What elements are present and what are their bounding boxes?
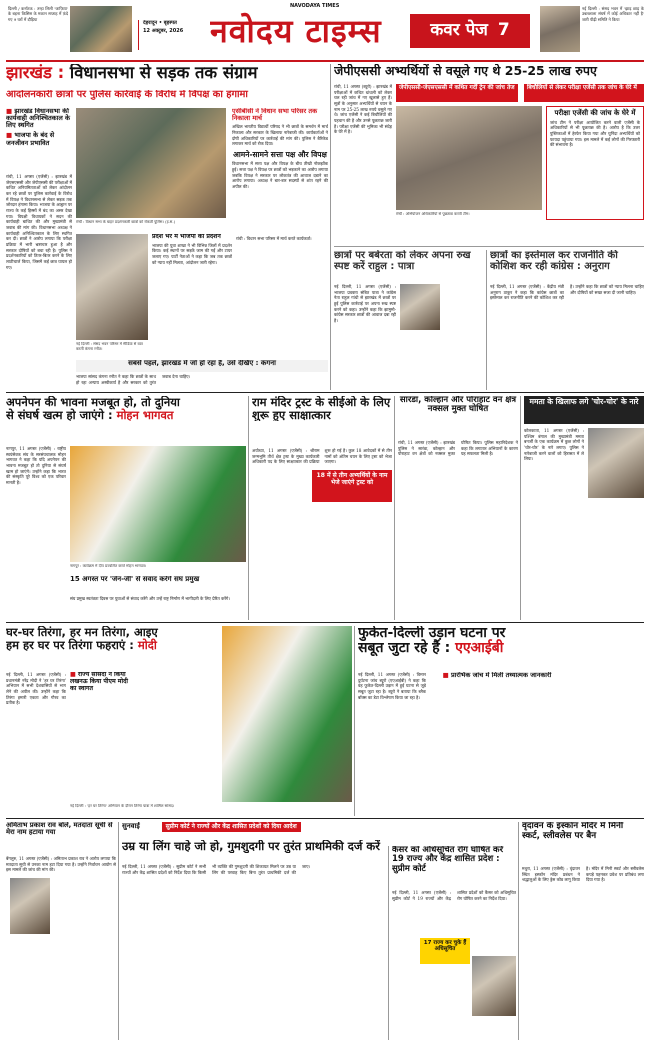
story-cancer — [392, 846, 516, 1040]
story-bhagwat-sub-body: संघ प्रमुख स्वतंत्रता दिवस पर युवाओं से संवाद करेंगे और उन्हें राष्ट्र निर्माण में भागीदारी के लिए प्रेरित करेंगे। — [70, 596, 230, 601]
story-jharkhand-bullets — [6, 108, 72, 168]
story-jpsc-box-body: जांच टीम ने परीक्षा आयोजित करने वाली एजेंसी के अधिकारियों से भी पूछताछ की है। आरोप है कि उत्तर पुस्तिकाओं में हेरफेर किया गया और चुनिंदा अभ्यर्थियों को फायदा पहुंचाया गया। इस मामले में कई लोगों की गिरफ्तारी की संभावना है। — [550, 119, 640, 148]
story-jharkhand-headline — [6, 64, 328, 86]
story-sc-missing-body: नई दिल्ली, 11 अगस्त (एजेंसी) : सुप्रीम कोर्ट ने सभी राज्यों और केंद्र शासित प्रदेशों को निर्देश दिया कि किसी भी व्यक्ति की गुमशुदगी की शिकायत मिलने पर उम्र या लिंग की परवाह किए बिना तुरंत प्राथमिकी दर्ज की जाए। — [122, 864, 311, 875]
story-bhagwat-photo — [70, 446, 246, 562]
story-bhagwat-body: नागपुर, 11 अगस्त (एजेंसी) : राष्ट्रीय स्वयंसेवक संघ के सरसंघचालक मोहन भागवत ने कहा कि यदि अपनेपन की भावना मजबूत हो तो दुनिया से संघर्ष खत्म हो जाएंगे। उन्होंने कहा कि भारत की संस्कृति पूरे विश्व को एक परिवार मानती है। — [6, 446, 66, 486]
story-jharkhand-sidebar-body: अखिल भारतीय विद्यार्थी परिषद ने भी छात्रों के समर्थन में मार्च निकाला और सरकार के खिलाफ नारेबाजी की। कार्यकर्ताओं ने दोषी अधिकारियों पर कार्रवाई की मांग की। पुलिस ने बैरिकेड लगाकर मार्च को रोक दिया। — [232, 124, 328, 147]
masthead-title: नवोदय टाइम्स — [210, 12, 382, 50]
tiranga-headline-b-text: हम हर घर पर तिरंगा फहराएं : — [6, 637, 134, 652]
story-jpsc-photo-caption: रांची : अभियोजन अधिकारियों से पूछताछ करती टीम। — [396, 212, 470, 216]
story-mamata-body2 — [524, 512, 644, 620]
masthead-left-thumb — [8, 6, 68, 52]
story-jharkhand-photo2 — [76, 234, 148, 340]
masthead-right-photo — [540, 6, 580, 52]
story-bhagwat-headline — [6, 396, 246, 438]
story-saranda-headline: सारंडा, कोल्हान और पोराहाट वन क्षेत्र नक्सल मुक्त घोषित — [399, 396, 517, 415]
story-jharkhand-kangana-caption: नई दिल्ली : संसद भवन परिसर में मीडिया से बात करतीं कंगना रनौत। — [76, 342, 143, 351]
story-patra — [334, 250, 484, 390]
masthead-right-blurb: नई दिल्ली : संसद भवन में 'झाड़ छाड़ के उन्नतशाला संघर्ष में कोई अधिकार नहीं है' जारी पीढ़ी समिति ने किया — [582, 6, 644, 22]
story-jharkhand-kangana-body: भाजपा सांसद कंगना रनौत ने कहा कि छात्रों के साथ हो रहा अन्याय अस्वीकार्य है और सरकार को तुरंत जवाब देना चाहिए। — [76, 374, 191, 385]
story-iskcon — [522, 822, 644, 1040]
story-bhagwat-headline-b — [6, 409, 246, 422]
story-mamata-photo — [588, 428, 644, 498]
story-cancer-body: नई दिल्ली, 11 अगस्त (एजेंसी) : सुप्रीम कोर्ट ने 19 राज्यों और केंद्र शासित प्रदेशों को कैंसर को अधिसूचित रोग घोषित करने का निर्देश दिया। — [392, 890, 516, 901]
story-tiranga-headline — [6, 626, 206, 666]
story-mamata-body: कोलकाता, 11 अगस्त (एजेंसी) : पश्चिम बंगाल की मुख्यमंत्री ममता बनर्जी के एक कार्यक्रम में कुछ लोगों ने 'चोर-चोर' के नारे लगाए। पुलिस ने नारेबाजी करने वालों को हिरासत में ले लिया। — [524, 428, 584, 462]
masthead-date-line: 12 अक्टूबर, 2026 — [143, 28, 184, 35]
story-patra-photo — [400, 284, 440, 330]
story-ram-mandir-box — [312, 470, 392, 502]
story-sc-missing-kicker-row — [122, 822, 386, 836]
story-bhagwat-photo-caption: नागपुर : कार्यक्रम में दीप प्रज्वलित करते मोहन भागवत। — [70, 564, 147, 568]
story-amitabh-headline: अमिताभ प्रकाश राव बोले, मतदाता सूची से मेरा नाम हटाया गया — [6, 822, 113, 837]
story-jharkhand-kangana-quote — [76, 360, 328, 372]
masthead-left-blurb: दिल्ली / कर्नाटक : तन्हा लिली 'जाफ़िया' के बहना किसिस के मकान सप्ताह में फ़ंदे गए 9 घरों में दौड़िया — [8, 6, 68, 22]
story-jharkhand-kicker: झारखंड : — [6, 64, 65, 82]
story-jpsc-box — [546, 106, 644, 220]
story-aaib-headline — [358, 626, 644, 666]
story-tiranga-body2 — [134, 672, 224, 816]
story-bhagwat-name: मोहन भागवत — [116, 407, 174, 422]
story-jharkhand-bullet: ■ भाजपा के बंद से जनजीवन प्रभावित — [6, 132, 72, 146]
story-aaib-name: एएआईबी — [455, 640, 504, 657]
story-aaib-headline-a: फुकेत-दिल्ली उड़ान घटना पर — [358, 626, 506, 641]
masthead-date — [138, 20, 208, 50]
masthead-small-title: NAVODAYA TIMES — [290, 3, 340, 9]
story-aaib-headline-b — [358, 641, 644, 656]
story-jharkhand-sidebar2-extra: रांची : विधान सभा परिसर में मार्च करते कार्यकर्ता। — [236, 236, 312, 241]
story-tiranga-headline-a: घर-घर तिरंगा, हर मन तिरंगा, आइए — [6, 626, 158, 639]
story-jharkhand-subhead: आंदोलनकारी छात्रों पर पुलिस कार्रवाई के विरोध में विपक्ष का हंगामा — [6, 90, 248, 100]
story-iskcon-body: मथुरा, 11 अगस्त (एजेंसी) : वृंदावन स्थित इस्कॉन मंदिर प्रबंधन ने श्रद्धालुओं के लिए ड्रेस कोड लागू किया है। मंदिर में मिनी स्कर्ट और स्लीवलेस कपड़े पहनकर प्रवेश पर प्रतिबंध लगा दिया गया है। — [522, 866, 644, 883]
story-tiranga — [6, 626, 352, 816]
story-tiranga-sub-headline: ■ राज्य सांसदों ने किया लखनऊ किया पीएम मोदी का स्वागत — [70, 672, 130, 692]
story-ram-mandir-box-text: 18 में से तीन अभ्यर्थियों के नाम भेजे जाएंगे ट्रस्ट को — [316, 472, 388, 486]
story-sc-missing — [122, 822, 386, 1040]
story-jpsc-tag1: जेपीएससी-जेएसएससी में कथित गर्दी ट्रेन की जांच तेज — [396, 84, 518, 102]
story-jpsc-headline: जेपीएससी अभ्यर्थियों से वसूले गए थे 25-25 लाख रुपए — [334, 64, 597, 78]
masthead-section-label: कवर पेज — [430, 20, 488, 41]
masthead-left-photo — [70, 6, 132, 52]
story-aaib-body3 — [568, 672, 644, 816]
aaib-headline-b-text: सबूत जुटा रहे हैं : — [358, 640, 451, 657]
story-jpsc-box-title: परीक्षा एजेंसी की जांच के घेरे में — [554, 109, 636, 117]
story-bhagwat — [6, 396, 246, 620]
story-tiranga-sub — [70, 672, 130, 816]
story-amitabh-body: बेंगलुरु, 11 अगस्त (एजेंसी) : अमिताभ प्रकाश राव ने आरोप लगाया कि मतदाता सूची से उनका नाम हटा दिया गया है। उन्होंने निर्वाचन आयोग से इस मामले की जांच की मांग की। — [6, 856, 116, 873]
story-anurag — [490, 250, 644, 390]
story-jharkhand-sidebar-title: एसीबीसी ने विधान सभा परिसर तक निकाला मार्च — [232, 108, 318, 123]
story-jpsc-photo — [396, 106, 542, 210]
story-jharkhand-pradesh — [152, 234, 232, 380]
masthead-section — [410, 14, 530, 48]
story-aaib — [358, 626, 644, 816]
story-patra-body2 — [444, 284, 484, 390]
story-tiranga-headline-b — [6, 639, 206, 652]
story-jharkhand-sidebar2-body: विधानसभा में सत्ता पक्ष और विपक्ष के बीच तीखी नोकझोंक हुई। सत्ता पक्ष ने विपक्ष पर छात्रों को भड़काने का आरोप लगाया जबकि विपक्ष ने सरकार पर लोकतंत्र की आवाज दबाने का आरोप लगाया। अध्यक्ष ने बार-बार सदस्यों से शांत रहने की अपील की। — [232, 161, 328, 189]
story-jpsc-body-cont — [396, 222, 644, 244]
story-patra-headline: छात्रों पर बर्बरता को लेकर अपना रुख स्पष्ट करें राहुल : पात्रा — [334, 250, 471, 272]
story-tiranga-name: मोदी — [137, 637, 157, 652]
story-jharkhand-photo — [76, 108, 226, 218]
story-sc-missing-kicker: सुप्रीम कोर्ट ने राज्यों और केंद्र शासित प्रदेशों को दिया आदेश — [162, 822, 301, 832]
story-jharkhand-body: रांची, 11 अगस्त (एजेंसी) : झारखंड में जेएसएससी और जेपीएससी की परीक्षाओं में कथित अनियमितताओं को लेकर आंदोलन कर रहे छात्रों पर पुलिस कार्रवाई के विरोध में विपक्ष ने विधानसभा से लेकर सड़क तक जोरदार हंगामा किया। भाजपा के आह्वान पर राज्य के कई हिस्सों में बंद का असर देखा गया। विपक्षी विधायकों ने सदन की कार्यवाही बाधित की और मुख्यमंत्री से जवाब की मांग की। विधानसभा अध्यक्ष ने कार्यवाही अनिश्चितकाल के लिए स्थगित कर दी। छात्रों ने आरोप लगाया कि परीक्षा प्रक्रिया में भारी भ्रष्टाचार हुआ है और सरकार दोषियों को बचा रही है। पुलिस ने प्रदर्शनकारियों को तितर-बितर करने के लिए लाठीचार्ज किया, जिसमें कई छात्र घायल हो गए। — [6, 174, 72, 270]
story-amitabh-photo — [10, 878, 50, 934]
story-aaib-tagbox — [430, 672, 564, 816]
story-jharkhand-sidebar — [232, 108, 328, 232]
story-jpsc — [334, 64, 644, 244]
story-patra-body: नई दिल्ली, 11 अगस्त (एजेंसी) : भाजपा प्रवक्ता संबित पात्रा ने कांग्रेस नेता राहुल गांधी से झारखंड में छात्रों पर हुई पुलिस कार्रवाई पर अपना रुख स्पष्ट करने को कहा। उन्होंने कहा कि झामुमो-कांग्रेस सरकार छात्रों की आवाज दबा रही है। — [334, 284, 396, 324]
story-bhagwat-sub-headline: 15 अगस्त पर 'जेन-जी' से संवाद करेंगे संघ प्रमुख — [70, 576, 200, 583]
story-jharkhand-photo-caption: रांची : विधान सभा के बाहर प्रदर्शनकारी छात्रों को रोकती पुलिस। (ह.स.) — [76, 220, 176, 224]
story-cancer-box — [420, 938, 470, 964]
story-anurag-body: नई दिल्ली, 11 अगस्त (एजेंसी) : केंद्रीय मंत्री अनुराग ठाकुर ने कहा कि कांग्रेस छात्रों का इस्तेमाल कर राजनीति करने की कोशिश कर रही है। उन्होंने कहा कि छात्रों को न्याय मिलना चाहिए और दोषियों को सख्त सजा दी जानी चाहिए। — [490, 284, 644, 301]
story-amitabh — [6, 822, 116, 1040]
story-saranda — [398, 396, 518, 620]
masthead-cities: देहरादून • बृहस्पत — [143, 20, 177, 26]
story-jharkhand — [6, 64, 328, 390]
story-aaib-tag: ■ प्रारंभिक जांच में मिली तथ्यात्मक जानकारी — [430, 672, 564, 679]
masthead — [0, 0, 650, 58]
story-jharkhand-title: विधानसभा से सड़क तक संग्राम — [69, 64, 258, 82]
story-jharkhand-pradesh-body: भाजपा की युवा शाखा ने भी विभिन्न जिलों में प्रदर्शन किया। कई स्थानों पर सड़कें जाम की गईं और टायर जलाए गए। पार्टी नेताओं ने कहा कि जब तक छात्रों को न्याय नहीं मिलता, आंदोलन जारी रहेगा। — [152, 242, 232, 265]
bhagwat-headline-b-text: से संघर्ष खत्म हो जाएंगे : — [6, 407, 113, 422]
story-sc-missing-headline: उम्र या लिंग चाहे जो हो, गुमशुदगी पर तुरंत प्राथमिकी दर्ज करें — [122, 840, 380, 853]
story-jharkhand-pradesh-title: प्रदेश भर में भाजपा का प्रदर्शन — [152, 234, 221, 240]
story-jpsc-tag2: बिचौलियों से लेकर परीक्षा एजेंसी तक जांच के घेरे में — [524, 84, 644, 102]
story-jharkhand-bullet: ■ झारखंड विधानसभा की कार्यवाही अनिश्चितकाल के लिए स्थगित — [6, 108, 72, 129]
story-sc-missing-kicker-label: सुनवाई — [122, 822, 140, 830]
story-mamata-headline: ममता के खिलाफ लगे 'चोर-चोर' के नारे — [524, 396, 644, 424]
story-tiranga-body: नई दिल्ली, 11 अगस्त (एजेंसी) : प्रधानमंत्री नरेंद्र मोदी ने 'हर घर तिरंगा' अभियान में सभी देशवासियों से भाग लेने की अपील की। उन्होंने कहा कि तिरंगा हमारी एकता और गौरव का प्रतीक है। — [6, 672, 66, 706]
masthead-page-no: 7 — [497, 20, 510, 41]
story-saranda-body: रांची, 11 अगस्त (एजेंसी) : झारखंड पुलिस ने सारंडा, कोल्हान और पोराहाट वन क्षेत्रों को नक्सल मुक्त घोषित किया। पुलिस महानिदेशक ने कहा कि लगातार अभियानों के कारण यह सफलता मिली है। — [398, 440, 518, 457]
story-tiranga-photo-caption: नई दिल्ली : 'हर घर तिरंगा' अभियान के दौरान तिरंगा यात्रा में शामिल सांसद। — [70, 804, 175, 808]
story-cancer-photo — [472, 956, 516, 1016]
kangana-quote-text: सबसे पहले, झारखंड में जो हो रहा है, उसे देखिए : कंगना — [128, 360, 276, 367]
story-aaib-body: नई दिल्ली, 11 अगस्त (एजेंसी) : विमान दुर्घटना जांच ब्यूरो (एएआईबी) ने कहा कि वह फुकेत-दिल्ली उड़ान में हुई घटना से जुड़े सबूत जुटा रहा है। ब्यूरो ने बताया कि ब्लैक बॉक्स का डेटा विश्लेषण किया जा रहा है। — [358, 672, 426, 700]
story-mamata — [524, 396, 644, 620]
story-ram-mandir — [252, 396, 392, 620]
story-anurag-headline: छात्रों का इस्तेमाल कर राजनीति की कोशिश कर रही कांग्रेस : अनुराग — [490, 250, 618, 272]
story-iskcon-headline: वृंदावन के इस्कॉन मंदिर में मिनी स्कर्ट, स्लीवलेस पर बैन — [522, 822, 624, 841]
story-jharkhand-sidebar2-title: आमने-सामने सत्ता पक्ष और विपक्ष — [233, 149, 327, 159]
story-ram-mandir-body: अयोध्या, 11 अगस्त (एजेंसी) : श्रीराम जन्मभूमि तीर्थ क्षेत्र ट्रस्ट के मुख्य कार्यकारी अधिकारी पद के लिए साक्षात्कार की प्रक्रिया शुरू हो गई है। कुल 18 आवेदकों में से तीन नामों को अंतिम चयन के लिए ट्रस्ट को भेजा जाएगा। — [252, 448, 392, 465]
story-cancer-headline: कैंसर को अधिसूचित रोग घोषित करें 19 राज्य और केंद्र शासित प्रदेश : सुप्रीम कोर्ट — [392, 846, 504, 874]
story-bhagwat-headline-a: अपनेपन की भावना मजबूत हो, तो दुनिया — [6, 396, 180, 409]
story-ram-mandir-headline: राम मंदिर ट्रस्ट के सीईओ के लिए शुरू हुए साक्षात्कार — [252, 396, 391, 422]
story-tiranga-photo — [222, 626, 352, 802]
story-cancer-box-text: 17 राज्य कर चुके हैं अधिसूचित — [423, 940, 467, 953]
story-jpsc-body: रांची, 11 अगस्त (ब्यूरो) : झारखंड में परीक्षाओं में कथित धांधली को लेकर चल रही जांच में नए खुलासे हुए हैं। सूत्रों के अनुसार अभ्यर्थियों से चयन के नाम पर 25-25 लाख रुपये वसूले गए थे। जांच एजेंसी ने कई बिचौलियों की पहचान की है और उनसे पूछताछ जारी है। परीक्षा एजेंसी की भूमिका भी संदेह के घेरे में है। — [334, 84, 392, 135]
